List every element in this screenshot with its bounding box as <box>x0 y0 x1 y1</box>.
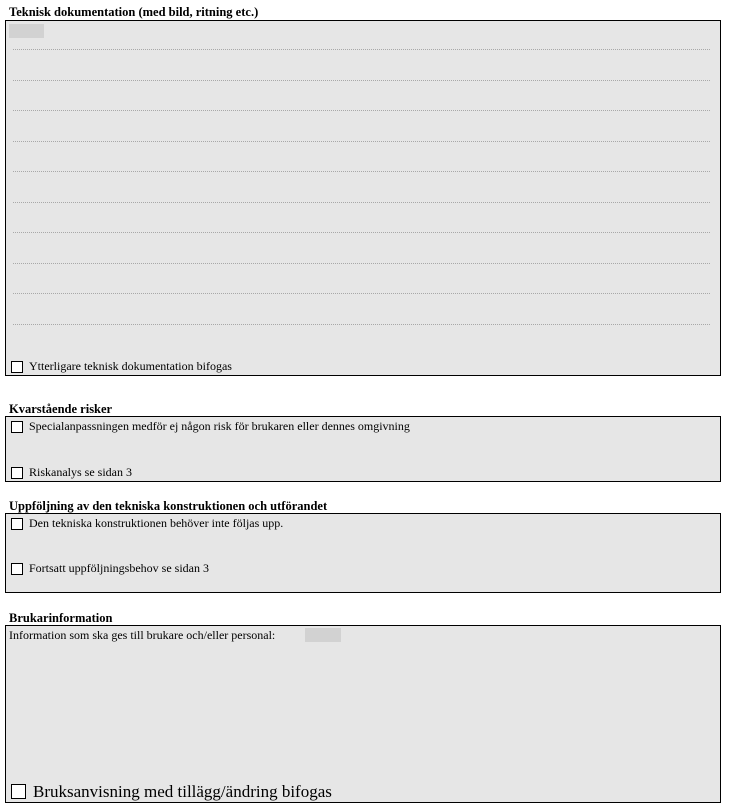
section-heading-uppfoljning: Uppföljning av den tekniska konstruktionen och utförandet <box>9 499 328 513</box>
dotted-line <box>13 324 710 325</box>
no-followup-label: Den tekniska konstruktionen behöver inte följas upp. <box>29 516 284 530</box>
continued-followup-label: Fortsatt uppföljningsbehov se sidan 3 <box>29 561 209 575</box>
uppfoljning-box <box>5 513 721 593</box>
section-heading-teknisk: Teknisk dokumentation (med bild, ritning etc.) <box>9 5 259 19</box>
extra-docs-option[interactable] <box>11 360 232 373</box>
extra-docs-label: Ytterligare teknisk dokumentation bifogas <box>29 359 232 373</box>
dotted-line <box>13 80 710 81</box>
dotted-line <box>13 141 710 142</box>
section-heading-risker: Kvarstående risker <box>9 402 113 416</box>
riskanalys-label: Riskanalys se sidan 3 <box>29 465 132 479</box>
teknisk-text-field[interactable] <box>9 24 44 38</box>
riskanalys-option[interactable] <box>11 466 132 479</box>
extra-docs-checkbox[interactable] <box>11 361 23 373</box>
continued-followup-checkbox[interactable] <box>11 563 23 575</box>
risker-box <box>5 416 721 482</box>
brukarinfo-box <box>5 625 721 803</box>
dotted-line <box>13 110 710 111</box>
dotted-line <box>13 171 710 172</box>
brukarinfo-field-label: Information som ska ges till brukare och/eller personal: <box>9 628 276 642</box>
dotted-line <box>13 263 710 264</box>
continued-followup-option[interactable] <box>11 562 209 575</box>
no-risk-label: Specialanpassningen medför ej någon risk för brukaren eller dennes omgivning <box>29 419 410 433</box>
no-risk-option[interactable] <box>11 420 410 433</box>
bruksanvisning-label: Bruksanvisning med tillägg/ändring bifogas <box>33 782 332 801</box>
no-risk-checkbox[interactable] <box>11 421 23 433</box>
dotted-line <box>13 49 710 50</box>
section-heading-brukarinfo: Brukarinformation <box>9 611 113 625</box>
dotted-line <box>13 232 710 233</box>
teknisk-dokumentation-box <box>5 20 721 376</box>
dotted-line <box>13 202 710 203</box>
riskanalys-checkbox[interactable] <box>11 467 23 479</box>
dotted-line <box>13 293 710 294</box>
brukarinfo-text-field[interactable] <box>305 628 341 642</box>
bruksanvisning-checkbox[interactable] <box>11 784 26 799</box>
bruksanvisning-option[interactable] <box>11 782 332 801</box>
no-followup-checkbox[interactable] <box>11 518 23 530</box>
no-followup-option[interactable] <box>11 517 283 530</box>
